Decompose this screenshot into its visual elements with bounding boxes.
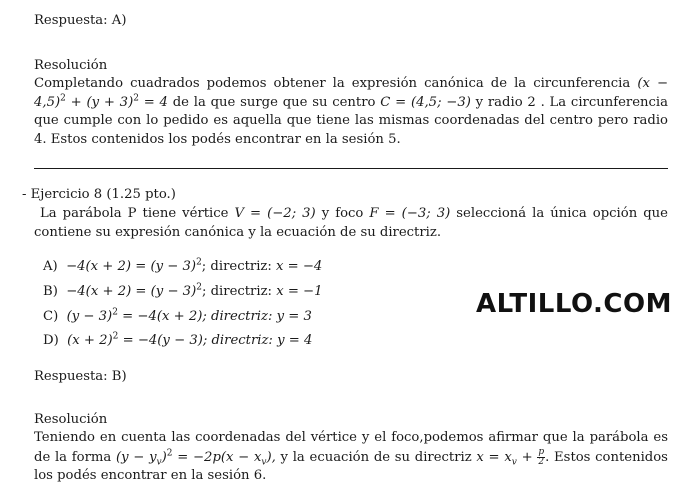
option-c: C) $(y - 3)^2 = -4(x + 2)$; directriz: y = 3 <box>43 307 312 324</box>
option-b: $B) -4(x + 2) = (y - 3)^2$; directriz: x = −1 <box>43 282 323 299</box>
option-a: $A) -4(x + 2) = (y - 3)^2$; directriz: x = −4 <box>43 257 323 274</box>
resolution-text-ex8: Teniendo en cuenta las coordenadas del vértice y el foco,podemos afirmar que la parábola es de la forma $(y - y_v)^2 = -2p(x - x_v)$, y la ecuación de su directriz $x = x_v$ + $\frac{p}{2}$ . Estos contenidos los podés encontrar en la sesión 6. <box>34 430 668 484</box>
fraction-p-over-2: $\frac{p}{2}$ <box>538 446 545 467</box>
resolution-heading-ex7: Resolución <box>34 58 108 73</box>
altillo-watermark: ALTILLO.COM <box>476 289 672 319</box>
section-divider <box>34 168 668 169</box>
resolution-text-ex7: Completando cuadrados podemos obtener la expresión canónica de la circunferencia $(x - 4,5)^2 + (y + 3)^2 = 4$ de la que surge que su centro C = (4,5; −3) y radio 2 . La circunferencia que cumple con lo pedido es aquella que tiene las mismas coordenadas del centro pero radio 4. Estos contenidos los podés encontrar en la sesión 5. <box>34 76 668 147</box>
exercise8-stem: La parábola P tiene vértice V = (−2; 3) y foco F = (−3; 3) seleccioná la única opción que contiene su expresión canónica y la ecuación de su directriz. <box>34 206 668 240</box>
answer-ex8: Respuesta: B) <box>34 369 127 384</box>
exercise8-title: - Ejercicio 8 (1.25 pto.) <box>22 187 176 202</box>
answer-ex7: Respuesta: A) <box>34 13 127 28</box>
resolution-heading-ex8: Resolución <box>34 412 108 427</box>
option-d: D) $(x + 2)^2 = -4(y - 3)$; directriz: y = 4 <box>43 331 313 348</box>
